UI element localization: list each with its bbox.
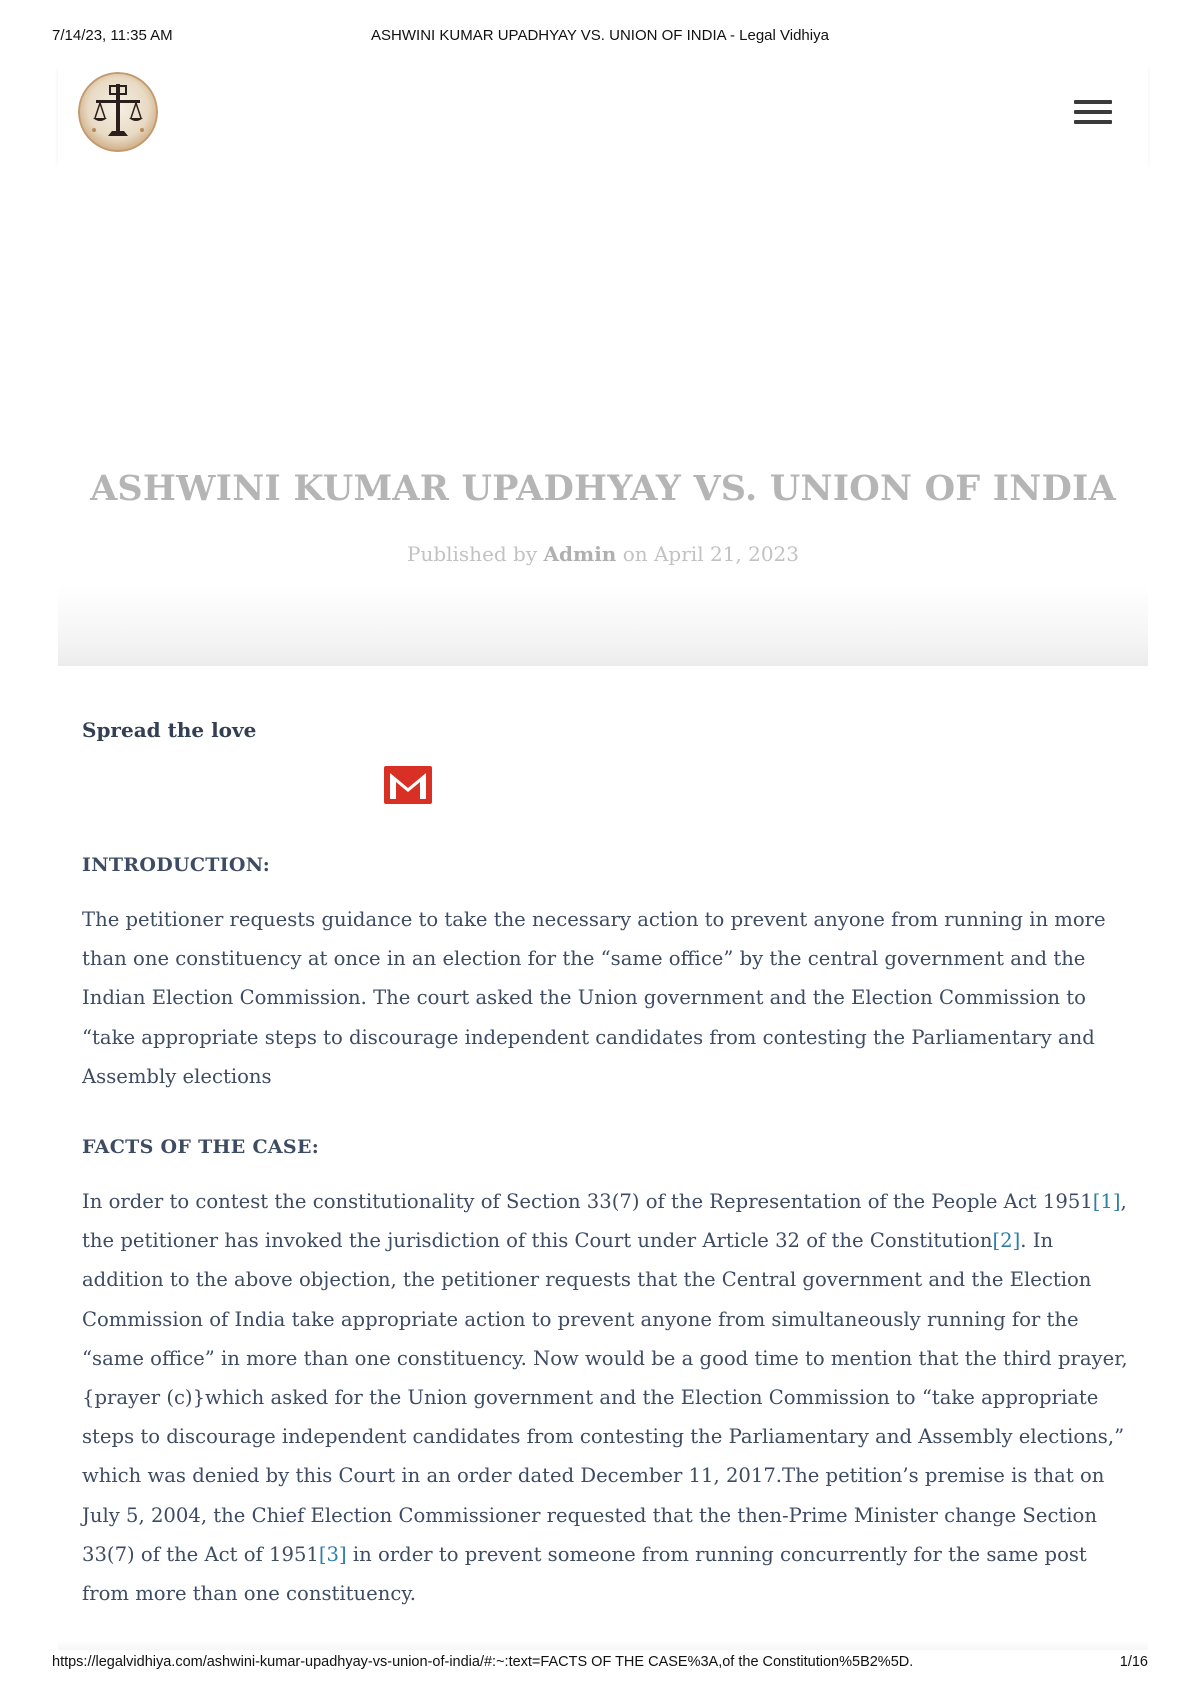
print-url: https://legalvidhiya.com/ashwini-kumar-upadhyay-vs-union-of-india/#:~:text=FACTS OF THE CASE%3A,of the Constitution%5B2%5D. (52, 1654, 914, 1670)
author-link[interactable]: Admin (543, 542, 617, 566)
facts-text-3: . In addition to the above objection, the petitioner requests that the Central government and the Election Commission of India take appropriate action to prevent anyone from simultaneously running for the “same office” in more than one constituency. Now would be a good time to mention that the third prayer, {prayer (c)}which asked for the Union government and the Election Commission to “take appropriate steps to discourage independent candidates from contesting the Parliamentary and Assembly elections,” which was denied by this Court in an order dated December 11, 2017.The petition’s premise is that on July 5, 2004, the Chief Election Commissioner requested that the then-Prime Minister change Section 33(7) of the Act of 1951 (82, 1229, 1128, 1566)
site-header (58, 60, 1148, 164)
meta-prefix: Published by (406, 542, 538, 566)
meta-on: on (622, 542, 648, 566)
gmail-share-button[interactable] (384, 766, 432, 804)
post-title: ASHWINI KUMAR UPADHYAY VS. UNION OF INDIA (90, 468, 1116, 509)
facts-text-2: , the petitioner has invoked the jurisdiction of this Court under Article 32 of the Constitution (82, 1190, 1127, 1253)
footnote-link-2[interactable]: [2] (992, 1229, 1021, 1253)
facts-text-1: In order to contest the constitutionality of Section 33(7) of the Representation of the People Act 1951 (82, 1190, 1093, 1213)
menu-bar-middle (1074, 110, 1112, 114)
print-footer (0, 1654, 1200, 1674)
menu-bar-top (1074, 100, 1112, 104)
print-datetime: 7/14/23, 11:35 AM (52, 27, 173, 44)
introduction-paragraph: The petitioner requests guidance to take the necessary action to prevent anyone from running in more than one constituency at once in an election for the “same office” by the central government and the Indian Election Commission. The court asked the Union government and the Election Commission to “take appropriate steps to discourage independent candidates from contesting the Parliamentary and Assembly elections (82, 908, 1106, 1088)
print-page-title: ASHWINI KUMAR UPADHYAY VS. UNION OF INDIA - Legal Vidhiya (371, 27, 829, 44)
facts-heading: FACTS OF THE CASE: (82, 1136, 320, 1158)
post-meta (58, 542, 1148, 566)
gmail-icon (384, 766, 432, 804)
legal-scales-logo-icon (78, 72, 158, 152)
introduction-heading: INTRODUCTION: (82, 854, 271, 876)
footnote-link-3[interactable]: [3] (318, 1542, 347, 1566)
content-bottom-divider (58, 1640, 1148, 1650)
facts-paragraph (82, 1182, 1132, 1613)
site-logo[interactable] (78, 72, 158, 152)
post-date: April 21, 2023 (653, 542, 800, 566)
facts-text-4: in order to prevent someone from running concurrently for the same post from more than one constituency. (82, 1542, 1087, 1606)
post-hero (58, 164, 1148, 666)
footnote-link-1[interactable]: [1] (1092, 1190, 1121, 1213)
print-header (0, 27, 1200, 47)
hamburger-menu-button[interactable] (1074, 100, 1112, 124)
menu-bar-bottom (1074, 120, 1112, 124)
share-label: Spread the love (82, 718, 257, 742)
print-page-number: 1/16 (1119, 1654, 1148, 1670)
